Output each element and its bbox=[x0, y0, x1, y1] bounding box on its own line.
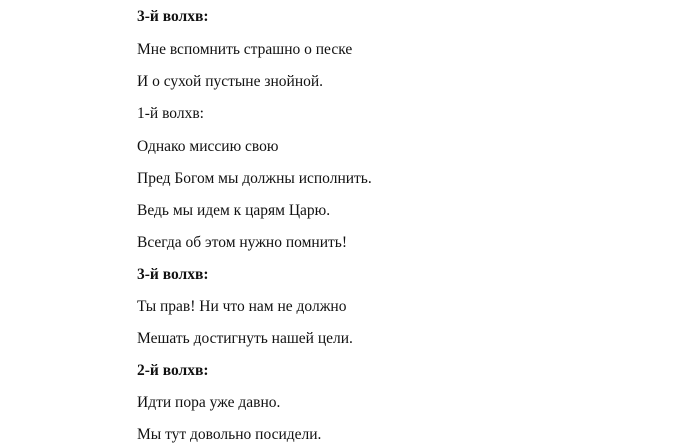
verse-line: Пред Богом мы должны исполнить. bbox=[137, 170, 372, 187]
speaker-label: 1-й волхв: bbox=[137, 105, 204, 122]
verse-line: Идти пора уже давно. bbox=[137, 394, 281, 411]
verse-line: Мы тут довольно посидели. bbox=[137, 426, 322, 443]
verse-line: Ты прав! Ни что нам не должно bbox=[137, 298, 347, 315]
verse-line: Всегда об этом нужно помнить! bbox=[137, 234, 348, 251]
speaker-label: 2-й волхв: bbox=[137, 362, 209, 379]
verse-line: Однако миссию свою bbox=[137, 138, 279, 155]
verse-line: Ведь мы идем к царям Царю. bbox=[137, 202, 331, 219]
speaker-label: 3-й волхв: bbox=[137, 266, 209, 283]
verse-line: Мне вспомнить страшно о песке bbox=[137, 41, 353, 58]
speaker-label: 3-й волхв: bbox=[137, 8, 209, 25]
verse-line: И о сухой пустыне знойной. bbox=[137, 73, 324, 90]
verse-line: Мешать достигнуть нашей цели. bbox=[137, 330, 353, 347]
